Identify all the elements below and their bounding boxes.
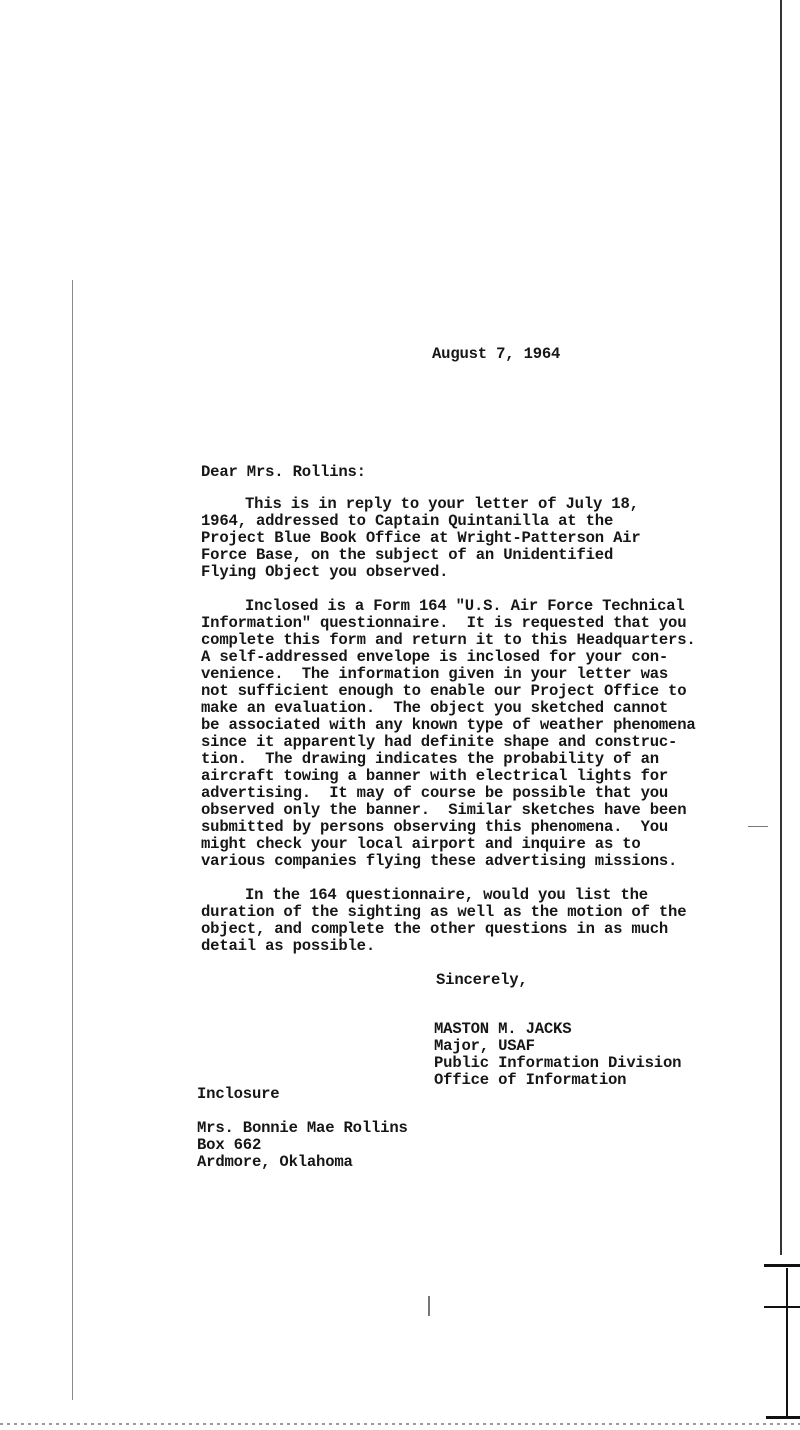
- margin-dash: [748, 826, 768, 827]
- paragraph-2-line: aircraft towing a banner with electrical lights for: [201, 767, 669, 785]
- paragraph-1-line: 1964, addressed to Captain Quintanilla at the: [201, 512, 614, 530]
- right-edge-tick-3: [766, 1416, 800, 1419]
- recipient-box: Box 662: [197, 1136, 262, 1154]
- left-margin-mark: [72, 280, 73, 1400]
- letter-date: August 7, 1964: [432, 345, 561, 363]
- salutation: Dear Mrs. Rollins:: [201, 463, 366, 481]
- paragraph-3-line: In the 164 questionnaire, would you list the: [245, 886, 648, 904]
- paragraph-2-line: submitted by persons observing this phenomena. You: [201, 818, 669, 836]
- signer-name: MASTON M. JACKS: [434, 1020, 572, 1038]
- paragraph-1-line: Force Base, on the subject of an Unidentified: [201, 546, 614, 564]
- right-edge-tick-2: [764, 1306, 800, 1308]
- signer-division: Public Information Division: [434, 1054, 682, 1072]
- recipient-city: Ardmore, Oklahoma: [197, 1153, 353, 1171]
- footer-speck: [428, 1296, 430, 1316]
- signer-office: Office of Information: [434, 1071, 627, 1089]
- bottom-border-dots: [0, 1423, 800, 1425]
- paragraph-1-line: Flying Object you observed.: [201, 563, 449, 581]
- right-edge-tick-1: [764, 1264, 800, 1267]
- paragraph-3-line: detail as possible.: [201, 937, 375, 955]
- paragraph-2-line: not sufficient enough to enable our Project Office to: [201, 682, 687, 700]
- paragraph-2-line: advertising. It may of course be possible that you: [201, 784, 669, 802]
- paragraph-2-line: since it apparently had definite shape and construc-: [201, 733, 678, 751]
- paragraph-2-line: might check your local airport and inquire as to: [201, 835, 641, 853]
- paragraph-2-line: Inclosed is a Form 164 "U.S. Air Force Technical: [245, 597, 685, 615]
- paragraph-2-line: Information" questionnaire. It is requested that you: [201, 614, 687, 632]
- paragraph-2-line: make an evaluation. The object you sketched cannot: [201, 699, 669, 717]
- paragraph-1-line: This is in reply to your letter of July 18,: [245, 495, 639, 513]
- paragraph-2-line: A self-addressed envelope is inclosed for your con-: [201, 648, 669, 666]
- right-edge-mark-1: [780, 0, 782, 1255]
- paragraph-1-line: Project Blue Book Office at Wright-Patterson Air: [201, 529, 641, 547]
- paragraph-2-line: various companies flying these advertising missions.: [201, 852, 678, 870]
- paragraph-2-line: observed only the banner. Similar sketches have been: [201, 801, 687, 819]
- paragraph-2-line: be associated with any known type of weather phenomena: [201, 716, 696, 734]
- right-edge-mark-2: [786, 1268, 788, 1418]
- enclosure-note: Inclosure: [197, 1085, 280, 1103]
- signer-rank: Major, USAF: [434, 1037, 535, 1055]
- closing: Sincerely,: [436, 971, 528, 989]
- paragraph-2-line: tion. The drawing indicates the probability of an: [201, 750, 659, 768]
- paragraph-3-line: duration of the sighting as well as the motion of the: [201, 903, 687, 921]
- paragraph-2-line: complete this form and return it to this Headquarters.: [201, 631, 696, 649]
- paragraph-2-line: venience. The information given in your letter was: [201, 665, 669, 683]
- recipient-name: Mrs. Bonnie Mae Rollins: [197, 1119, 408, 1137]
- paragraph-3-line: object, and complete the other questions in as much: [201, 920, 669, 938]
